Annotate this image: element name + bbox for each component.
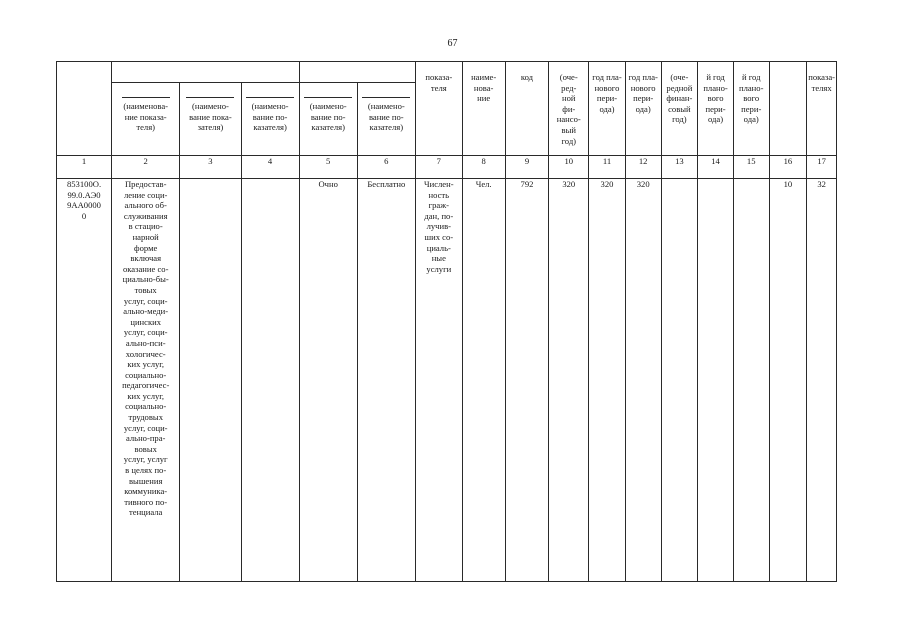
header-caption-col5: (наимено- вание по- казателя) [299, 83, 357, 156]
fee-plan-year2-cell [733, 179, 769, 582]
column-number: 7 [415, 156, 462, 179]
column-number: 14 [698, 156, 734, 179]
page-number: 67 [447, 38, 458, 49]
column-number: 10 [549, 156, 589, 179]
column-number: 6 [357, 156, 415, 179]
service-content-cell: Предостав- ление соци- ального об- служивания в стацио- нарной форме включая оказание со- циально-бы- товых услуг, соци- ально-меди- цинских услуг, соци- ально-пси- хологичес- ких услуг, социально- педагогичес- ких услуг, социально- трудовых услуг, соци- ально-пра- вовых услуг, услуг в целях по- вышения коммуника- тивного по- тенциала [112, 179, 180, 582]
column-number: 11 [589, 156, 626, 179]
column-number: 3 [180, 156, 241, 179]
deviation-absolute-cell: 32 [807, 179, 837, 582]
name-line [362, 97, 410, 98]
payment-condition-cell: Бесплатно [357, 179, 415, 582]
column-number-row [57, 156, 837, 179]
service-quality-table [56, 61, 837, 582]
unit-code-cell: 792 [505, 179, 549, 582]
content-indicator-cell [241, 179, 299, 582]
content-indicator-cell [180, 179, 241, 582]
header-caption-col2: (наименова- ние показа- теля) [112, 83, 180, 156]
column-number: 9 [505, 156, 549, 179]
header-cell-col12: год пла- нового пери- ода) [625, 62, 661, 156]
column-number: 16 [769, 156, 807, 179]
deviation-percent-cell: 10 [769, 179, 807, 582]
name-line [304, 97, 352, 98]
table-row [57, 179, 837, 582]
fee-plan-year1-cell [698, 179, 734, 582]
header-cell-col9: код [505, 62, 549, 156]
header-group-conditions [299, 62, 415, 83]
header-cell-col11: год пла- нового пери- ода) [589, 62, 626, 156]
column-number: 17 [807, 156, 837, 179]
header-cell-col17: показа- телях [807, 62, 837, 156]
fee-current-year-cell [661, 179, 698, 582]
header-cell-col7: показа- теля [415, 62, 462, 156]
header-cell-col10: (оче- ред- ной фи- нансо- вый год) [549, 62, 589, 156]
header-cell-col1 [57, 62, 112, 156]
name-line [122, 97, 170, 98]
volume-plan-year1-cell: 320 [589, 179, 626, 582]
header-caption-col4: (наимено- вание по- казателя) [241, 83, 299, 156]
column-number: 8 [462, 156, 505, 179]
header-caption-col6: (наимено- вание по- казателя) [357, 83, 415, 156]
form-of-provision-cell: Очно [299, 179, 357, 582]
volume-plan-year2-cell: 320 [625, 179, 661, 582]
header-caption-col3: (наимено- вание пока- зателя) [180, 83, 241, 156]
column-number: 1 [57, 156, 112, 179]
volume-current-year-cell: 320 [549, 179, 589, 582]
header-cell-col15: й год плано- вого пери- ода) [733, 62, 769, 156]
name-line [246, 97, 294, 98]
column-number: 2 [112, 156, 180, 179]
header-cell-col13: (оче- редной финан- совый год) [661, 62, 698, 156]
header-row-top [57, 62, 837, 83]
column-number: 5 [299, 156, 357, 179]
unit-name-cell: Чел. [462, 179, 505, 582]
header-group-content [112, 62, 300, 83]
indicator-name-cell: Числен- ность граж- дан, по- лучив- ших со- циаль- ные услуги [415, 179, 462, 582]
column-number: 4 [241, 156, 299, 179]
column-number: 15 [733, 156, 769, 179]
registry-code-cell: 853100О. 99.0.АЭ0 9АА0000 0 [57, 179, 112, 582]
column-number: 13 [661, 156, 698, 179]
header-cell-col14: й год плано- вого пери- ода) [698, 62, 734, 156]
header-cell-col8: наиме- нова- ние [462, 62, 505, 156]
header-cell-col16 [769, 62, 807, 156]
column-number: 12 [625, 156, 661, 179]
name-line [186, 97, 234, 98]
